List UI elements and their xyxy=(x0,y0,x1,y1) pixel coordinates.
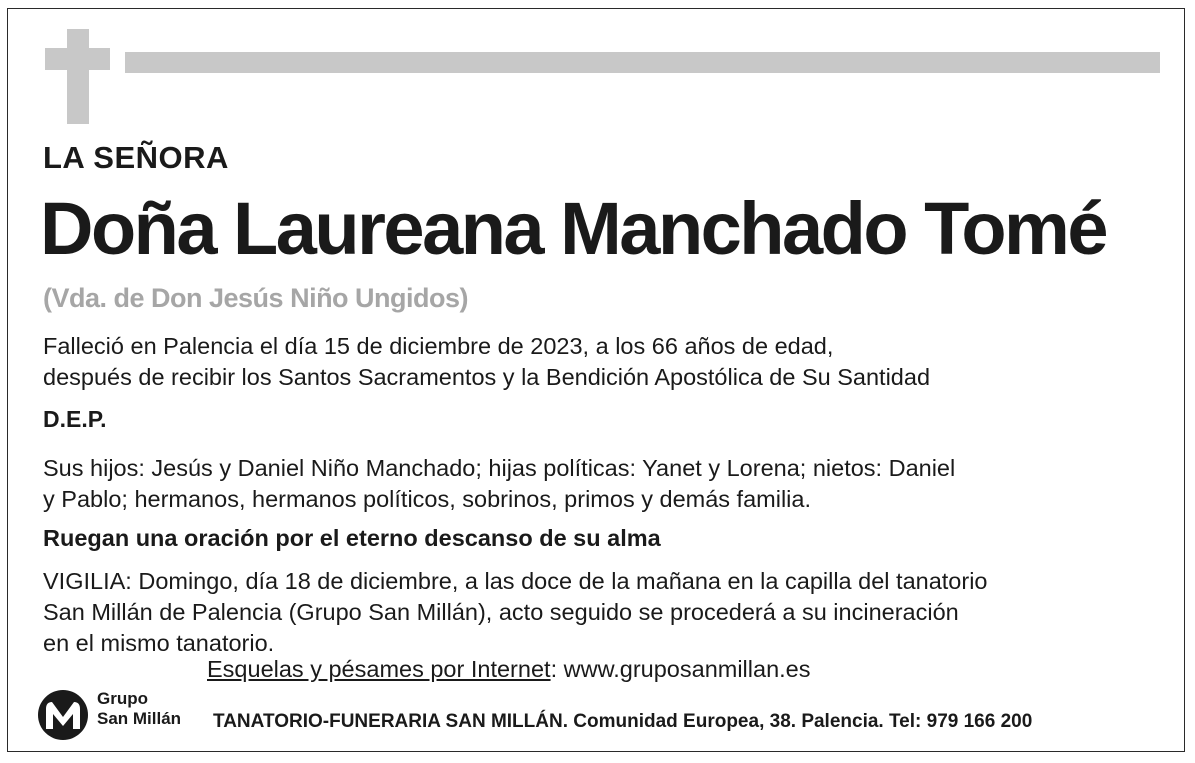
cross-icon xyxy=(67,29,89,124)
death-notice: Falleció en Palencia el día 15 de diciembre de 2023, a los 66 años de edad, después de recibir los Santos Sacramentos y la Bendición Apostólica de Su Santidad xyxy=(43,333,931,390)
cross-icon-bar xyxy=(45,48,110,70)
rip-label: D.E.P. xyxy=(43,406,107,432)
widow-of: (Vda. de Don Jesús Niño Ungidos) xyxy=(43,283,469,313)
deceased-name: Doña Laureana Manchado Tomé xyxy=(40,187,1106,270)
logo-text: Grupo San Millán xyxy=(97,689,182,728)
funeral-home-address: Comunidad Europea, 38. Palencia. Tel: 979 166 200 xyxy=(573,711,1033,732)
internet-line xyxy=(207,656,811,683)
title-label: LA SEÑORA xyxy=(43,140,229,175)
website-link[interactable]: www.gruposanmillan.es xyxy=(563,656,811,682)
footer-line xyxy=(213,711,1032,733)
funeral-home-name: TANATORIO-FUNERARIA SAN MILLÁN. xyxy=(213,711,568,732)
internet-label: Esquelas y pésames por Internet xyxy=(207,656,551,682)
family-list: Sus hijos: Jesús y Daniel Niño Manchado; hijas políticas: Yanet y Lorena; nietos: Daniel y Pablo; hermanos, hermanos políticos, sobrinos, primos y demás familia. xyxy=(43,455,956,512)
grupo-san-millan-logo-icon xyxy=(37,689,89,741)
header-rule xyxy=(125,52,1160,73)
internet-separator: : xyxy=(550,656,558,682)
prayer-request: Ruegan una oración por el eterno descanso de su alma xyxy=(43,525,661,551)
vigil-info: VIGILIA: Domingo, día 18 de diciembre, a las doce de la mañana en la capilla del tanatorio San Millán de Palencia (Grupo San Millán), acto seguido se procederá a su incineración en el mismo tanatorio. xyxy=(43,568,988,656)
